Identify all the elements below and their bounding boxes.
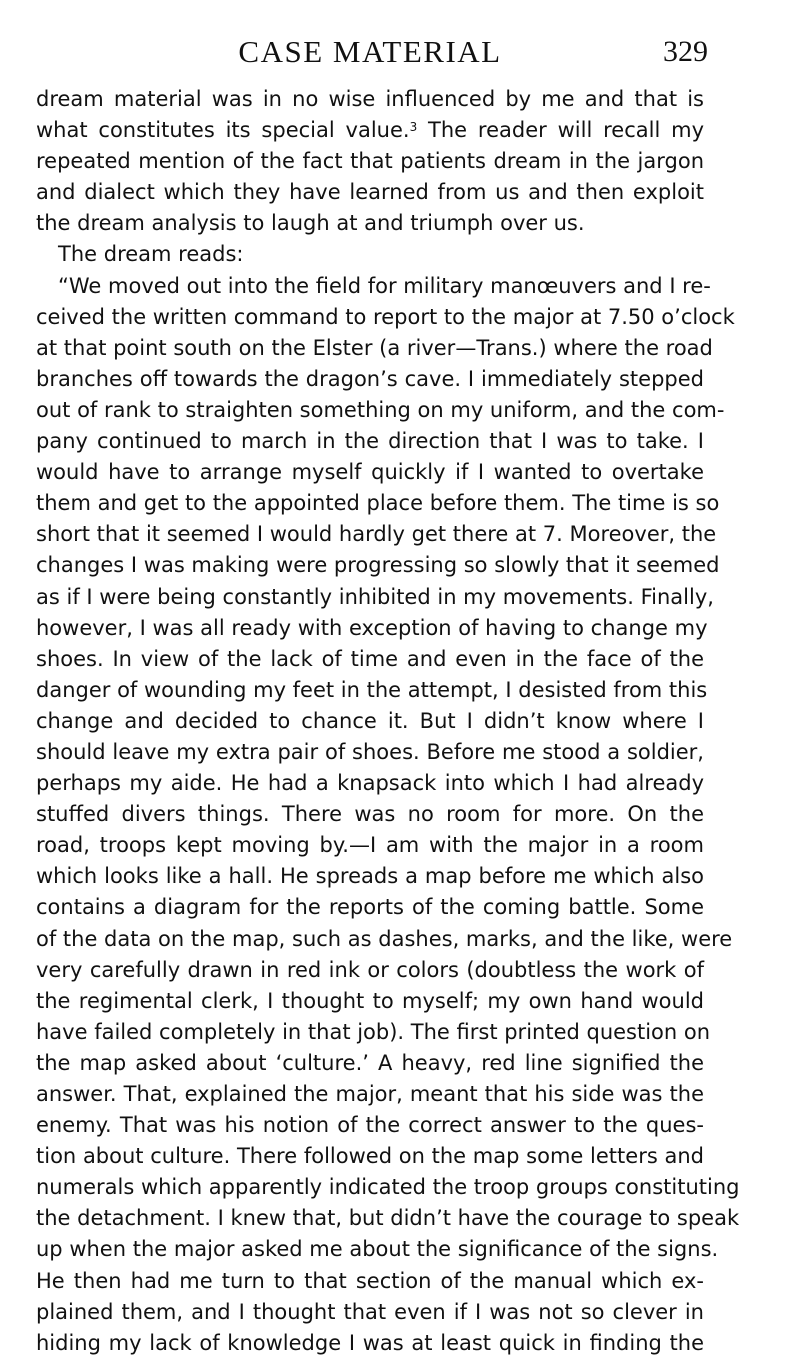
- text-line: repeated mention of the fact that patients dream in the jargon: [36, 149, 704, 174]
- text-line: however, I was all ready with exception of having to change my: [36, 615, 708, 640]
- text-line: very carefully drawn in red ink or colors (doubtless the work of: [36, 957, 704, 982]
- text-line: tion about culture. There followed on the map some letters and: [36, 1144, 704, 1169]
- text-line: as if I were being constantly inhibited in my movements. Finally,: [36, 584, 714, 609]
- text-line: the dream analysis to laugh at and triumph over us.: [36, 211, 585, 236]
- text-line: change and decided to chance it. But I didn’t know where I: [36, 708, 704, 733]
- text-line: short that it seemed I would hardly get there at 7. Moreover, the: [36, 522, 717, 547]
- text-line: perhaps my aide. He had a knapsack into which I had already: [36, 771, 704, 796]
- text-line: plained them, and I thought that even if I was not so clever in: [36, 1299, 704, 1324]
- text-line: them and get to the appointed place before them. The time is so: [36, 491, 720, 516]
- text-line: would have to arrange myself quickly if I wanted to overtake: [36, 460, 704, 485]
- text-line: and dialect which they have learned from us and then exploit: [36, 180, 704, 205]
- text-line: The dream reads:: [58, 242, 244, 267]
- text-line: danger of wounding my feet in the attempt, I desisted from this: [36, 677, 708, 702]
- text-line: should leave my extra pair of shoes. Before me stood a soldier,: [36, 739, 704, 764]
- text-line: “We moved out into the field for military manœuvers and I re-: [58, 273, 711, 298]
- text-line: answer. That, explained the major, meant that his side was the: [36, 1082, 704, 1106]
- running-head: [36, 0, 708, 84]
- text-line: numerals which apparently indicated the troop groups constituting: [36, 1175, 740, 1200]
- text-line: hiding my lack of knowledge I was at least quick in finding the: [36, 1330, 704, 1355]
- text-line: contains a diagram for the reports of the coming battle. Some: [36, 895, 704, 920]
- text-line: changes I was making were progressing so slowly that it seemed: [36, 553, 720, 578]
- text-line: the detachment. I knew that, but didn’t have the courage to speak: [36, 1206, 740, 1231]
- text-line: [36, 115, 704, 146]
- text-fragment: The reader will recall my: [428, 118, 704, 143]
- text-line: ceived the written command to report to the major at 7.50 o’clock: [36, 304, 735, 329]
- text-fragment: what constitutes its special value.: [36, 118, 410, 143]
- text-line: out of rank to straighten something on my uniform, and the com-: [36, 397, 725, 422]
- body-text: [36, 84, 740, 1359]
- text-line: which looks like a hall. He spreads a map before me which also: [36, 864, 704, 889]
- text-line: of the data on the map, such as dashes, marks, and the like, were: [36, 926, 733, 951]
- running-title: CASE MATERIAL: [238, 34, 502, 69]
- text-line: road, troops kept moving by.—I am with the major in a room: [36, 833, 704, 858]
- text-line: up when the major asked me about the significance of the signs.: [36, 1237, 719, 1262]
- footnote-reference: 3: [409, 120, 418, 135]
- text-line: at that point south on the Elster (a river—Trans.) where the road: [36, 335, 713, 360]
- text-line: the map asked about ‘culture.’ A heavy, red line signified the: [36, 1050, 704, 1075]
- text-line: He then had me turn to that section of the manual which ex-: [36, 1268, 704, 1293]
- book-page: [36, 0, 740, 1359]
- text-line: stuffed divers things. There was no room for more. On the: [36, 802, 704, 827]
- page-number: 329: [663, 35, 708, 68]
- text-line: shoes. In view of the lack of time and even in the face of the: [36, 646, 704, 671]
- text-line: dream material was in no wise influenced by me and that is: [36, 87, 704, 111]
- text-line: have failed completely in that job). The first printed question on: [36, 1019, 711, 1044]
- text-line: branches off towards the dragon’s cave. I immediately stepped: [36, 366, 704, 391]
- text-line: the regimental clerk, I thought to myself; my own hand would: [36, 988, 704, 1013]
- text-line: pany continued to march in the direction that I was to take. I: [36, 429, 704, 454]
- text-line: enemy. That was his notion of the correct answer to the ques-: [36, 1113, 704, 1138]
